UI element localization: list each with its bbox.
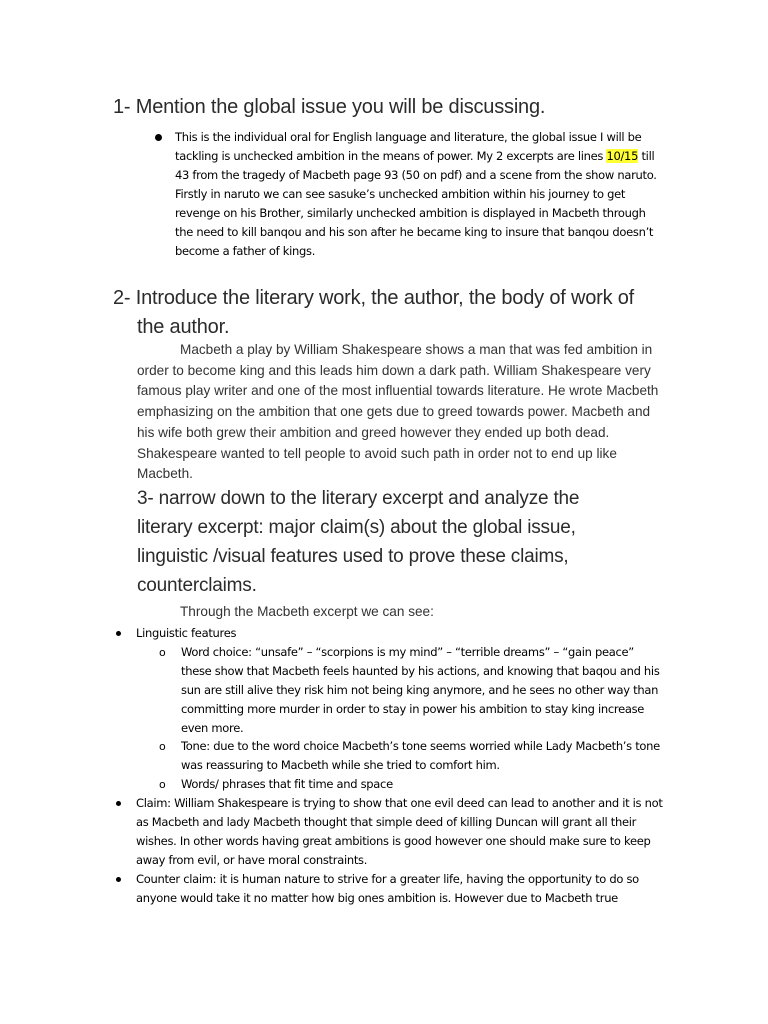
- bullet-icon: [116, 631, 121, 636]
- text-line: Firstly in naruto we can see sasuke’s unchecked ambition within his journey to get: [175, 187, 626, 201]
- text-line: revenge on his Brother, similarly unchecked ambition is displayed in Macbeth through: [175, 206, 646, 220]
- words-phrases-item: Words/ phrases that fit time and space: [181, 777, 393, 791]
- text-line: emphasizing on the ambition that one gets due to greed towards power. Macbeth and: [137, 404, 651, 420]
- text-line: Macbeth.: [137, 466, 193, 482]
- document-page: 1- Mention the global issue you will be discussing. This is the individual oral for English language and literature, the global issue I will be tackling is unchecked ambition in the means of power. My 2 excerpts are lines 10/15 till 43 from the tragedy of Macbeth page 93 (50 on pdf) and a scene from the show naruto. Firstly in naruto we can see sasuke’s unchecked ambition within his journey to get revenge on his Brother, similarly unchecked ambition is displayed in Macbeth through the need to kill banqou and his son after he became king to insure that banqou doesn’t become a father of kings. 2- Introduce the literary work, the author, the body of work of the author. Macbeth a play by William Shakespeare shows a man that was fed ambition in order to become king and this leads him down a dark path. William Shakespeare very famous play writer and one of the most influential towards literature. He wrote Macbeth emphasizing on the ambition that one gets due to greed towards power. Macbeth and his wife both grew their ambition and greed however they ended up both dead. Shakespeare wanted to tell people to avoid such path in order not to end up like Macbeth. 3- narrow down to the literary excerpt and analyze the literary excerpt: major claim(s) about the global issue, linguistic /visual features used to prove these claims, counterclaims. Through the Macbeth excerpt we can see: Linguistic features o Word choice: “unsafe” – “scorpions is my mind” – “terrible dreams” – “gain peace” these show that Macbeth feels haunted by his actions, and knowing that baqou and his sun are still alive they risk him not being king anymore, and he sees no other way than committing more murder in order to stay in power his ambition to stay king increase even more. o Tone: due to the word choice Macbeth’s tone seems worried while Lady Macbeth’s tone was reassuring to Macbeth while she tried to comfort him. o Words/ phrases that fit time and space Claim: William Shakespeare is trying to show that one evil deed can lead to another and it is not as Macbeth and lady Macbeth thought that simple deed of killing Duncan will grant all their wishes. In other words having great ambitions is good however one should make sure to keep away from evil, or have moral constraints. Counter claim: it is human nature to strive for a greater life, having the opportunity to do so anyone would take it no matter how big ones ambition is. However due to Macbeth true: [0, 0, 768, 1024]
- text-line: the need to kill banqou and his son after he became king to insure that banqou doesn’t: [175, 225, 654, 239]
- highlighted-text: 10/15: [606, 149, 639, 163]
- circle-bullet-icon: o: [159, 778, 166, 791]
- linguistic-features-label: Linguistic features: [136, 626, 237, 640]
- text-line: tackling is unchecked ambition in the means of power. My 2 excerpts are lines 10/15 till: [175, 149, 655, 163]
- bullet-icon: [155, 134, 162, 141]
- text-line: Macbeth a play by William Shakespeare shows a man that was fed ambition in: [180, 342, 653, 357]
- bullet-icon: [116, 801, 121, 806]
- circle-bullet-icon: o: [159, 740, 166, 753]
- circle-bullet-icon: o: [159, 646, 166, 659]
- text-line: become a father of kings.: [175, 244, 316, 258]
- section2-heading: 2- Introduce the literary work, the author, the body of work of the author.: [113, 287, 635, 338]
- text-line: This is the individual oral for English language and literature, the global issue I will be: [175, 130, 642, 144]
- section1-heading: 1- Mention the global issue you will be discussing.: [113, 96, 546, 118]
- section3-intro: Through the Macbeth excerpt we can see:: [180, 604, 434, 619]
- text-line: order to become king and this leads him down a dark path. William Shakespeare very: [137, 362, 651, 378]
- text-line: famous play writer and one of the most influential towards literature. He wrote Macbeth: [137, 383, 659, 399]
- text-line: 43 from the tragedy of Macbeth page 93 (50 on pdf) and a scene from the show naruto.: [175, 168, 657, 182]
- text-line: his wife both grew their ambition and greed however they ended up both dead.: [137, 424, 610, 440]
- text-line: Shakespeare wanted to tell people to avoid such path in order not to end up like: [137, 445, 617, 461]
- bullet-icon: [116, 877, 121, 882]
